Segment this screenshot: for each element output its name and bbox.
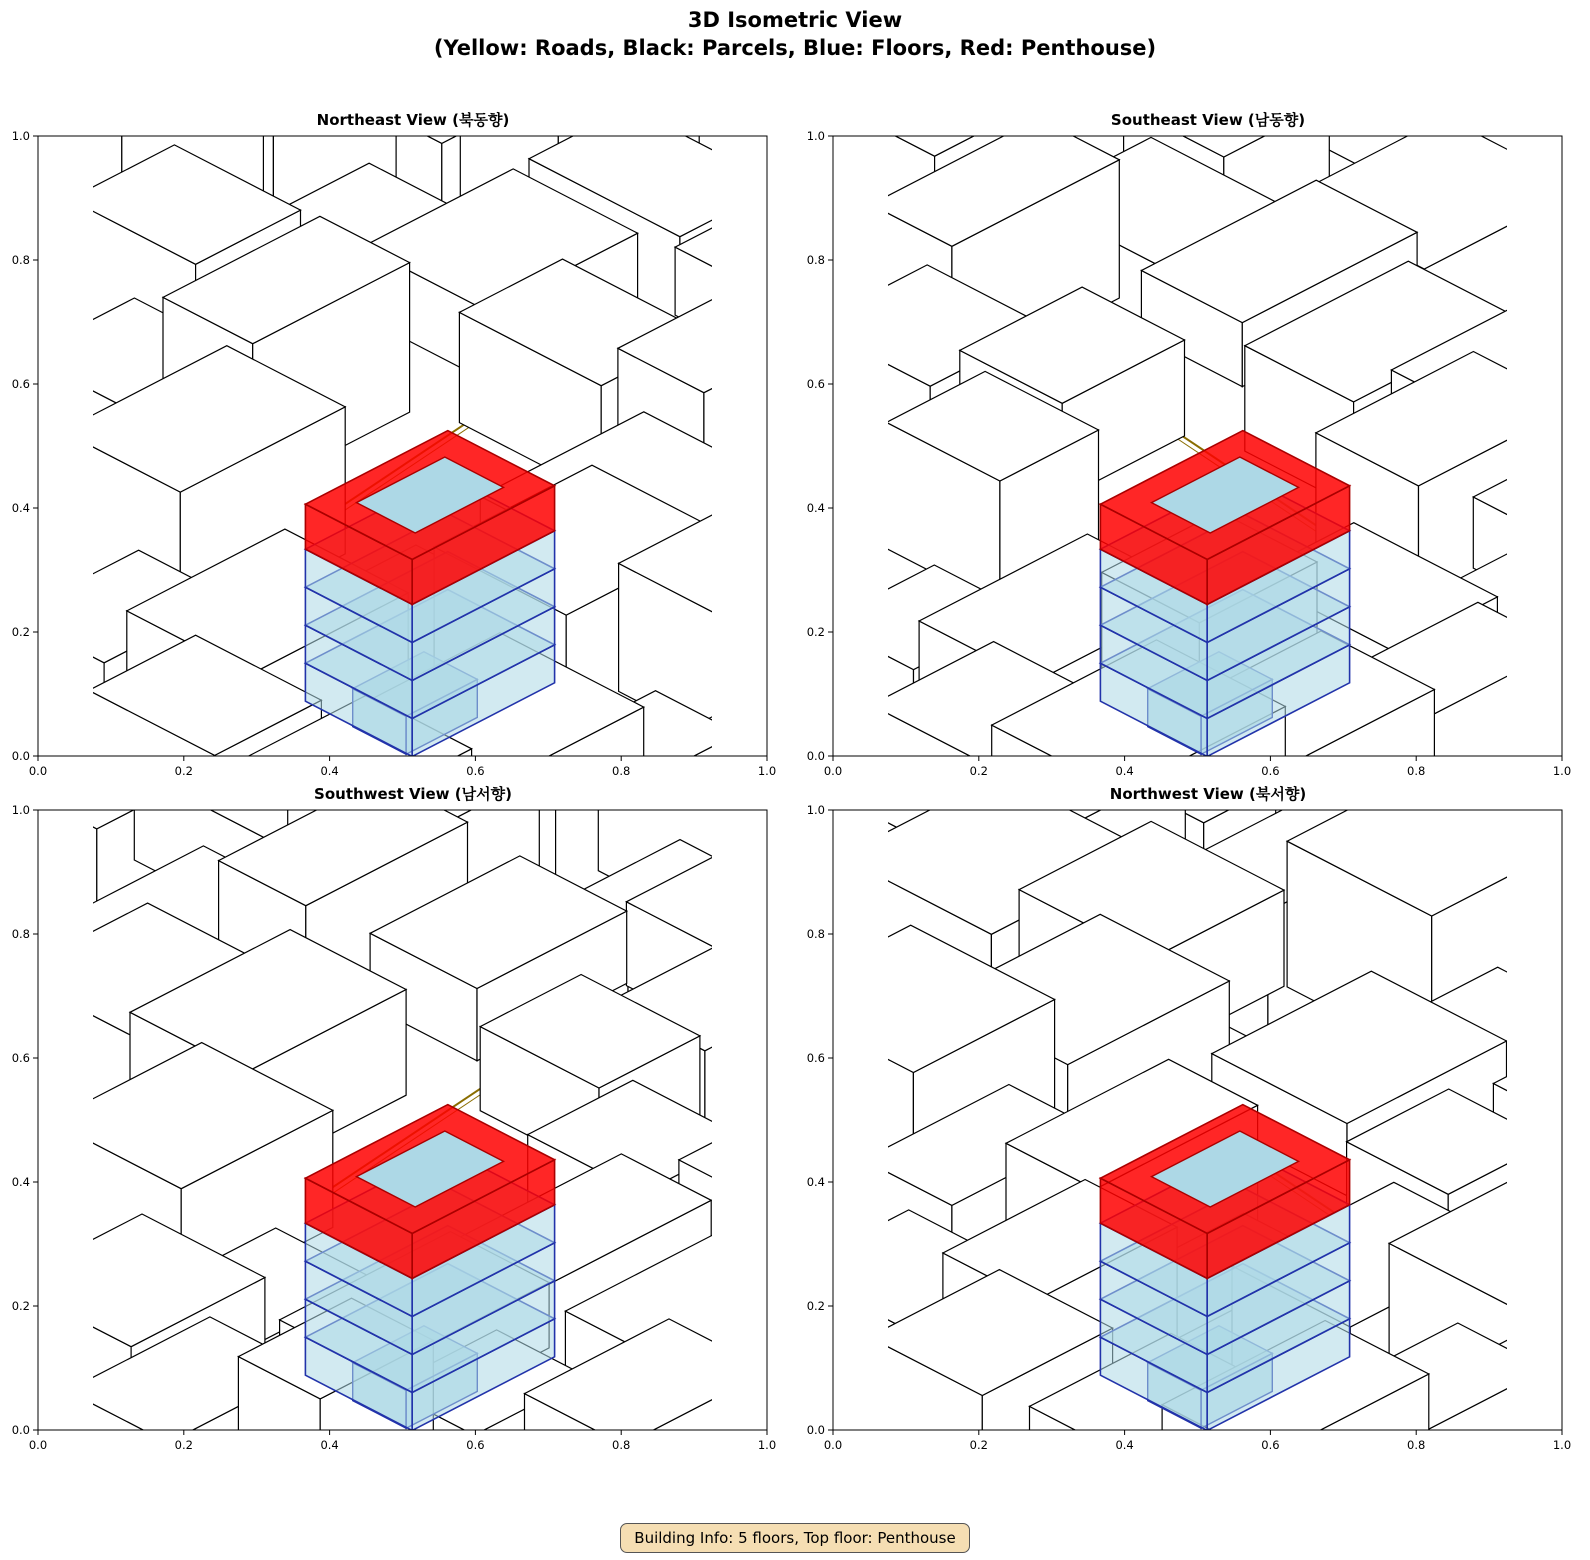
- y-tick-label: 1.0: [11, 803, 30, 817]
- panel-title-southwest: Southwest View (남서향): [314, 785, 512, 803]
- plot-southwest: [0, 803, 790, 1486]
- x-tick-label: 1.0: [757, 1438, 777, 1452]
- x-tick-label: 1.0: [1552, 1438, 1572, 1452]
- y-tick-label: 0.8: [806, 927, 825, 941]
- x-tick-label: 1.0: [1552, 764, 1572, 778]
- panel-southwest-view: [0, 784, 790, 1464]
- y-tick-label: 0.0: [806, 749, 825, 763]
- y-tick-label: 0.4: [806, 501, 825, 515]
- x-tick-label: 0.2: [174, 1438, 193, 1452]
- y-tick-label: 0.4: [11, 501, 30, 515]
- parcel-face: [1523, 1037, 1590, 1170]
- x-tick-label: 0.6: [1261, 1438, 1280, 1452]
- figure-title: [0, 6, 1590, 62]
- y-tick-label: 0.0: [11, 1423, 30, 1437]
- y-tick-label: 0.2: [806, 625, 825, 639]
- parcel-face: [1573, 1359, 1590, 1552]
- y-tick-label: 0.6: [11, 1051, 30, 1065]
- plot-southeast: [795, 129, 1585, 812]
- x-tick-label: 0.0: [823, 1438, 843, 1452]
- y-tick-label: 0.6: [806, 1051, 825, 1065]
- x-tick-label: 0.8: [1407, 1438, 1426, 1452]
- x-tick-label: 0.6: [1261, 764, 1280, 778]
- x-tick-label: 0.8: [612, 1438, 631, 1452]
- y-tick-label: 1.0: [806, 129, 825, 143]
- y-tick-label: 0.0: [11, 749, 30, 763]
- panel-title-northwest: Northwest View (북서향): [1109, 785, 1307, 803]
- y-tick-label: 1.0: [806, 803, 825, 817]
- y-tick-label: 0.0: [806, 1423, 825, 1437]
- building-info-box: Building Info: 5 floors, Top floor: Penthouse: [620, 1523, 970, 1553]
- y-tick-label: 0.2: [11, 1299, 30, 1313]
- x-tick-label: 0.6: [466, 1438, 485, 1452]
- x-tick-label: 0.0: [28, 1438, 48, 1452]
- y-tick-label: 1.0: [11, 129, 30, 143]
- x-tick-label: 0.4: [320, 1438, 339, 1452]
- parcel-face: [1493, 1026, 1590, 1143]
- parcel-face: [1514, 1227, 1590, 1432]
- panel-title-southeast: Southeast View (남동향): [1110, 111, 1306, 129]
- parcel-face: [1494, 341, 1590, 505]
- panel-title-northeast: Northeast View (북동향): [316, 111, 510, 129]
- y-tick-label: 0.6: [806, 377, 825, 391]
- x-tick-label: 0.4: [1115, 1438, 1134, 1452]
- y-tick-label: 0.8: [806, 253, 825, 267]
- x-tick-label: 0.4: [320, 764, 339, 778]
- parcel-face: [1493, 1084, 1590, 1287]
- parcel-face: [1510, 64, 1590, 242]
- x-tick-label: 0.2: [174, 764, 193, 778]
- panel-northeast-view: [0, 110, 790, 790]
- parcel-building: [1493, 1026, 1590, 1287]
- y-tick-label: 0.8: [11, 927, 30, 941]
- parcel-face: [1586, 481, 1590, 627]
- y-tick-label: 0.2: [11, 625, 30, 639]
- plot-northeast: [0, 129, 790, 812]
- y-tick-label: 0.4: [806, 1175, 825, 1189]
- x-tick-label: 0.6: [466, 764, 485, 778]
- parcel-face: [1584, 859, 1590, 1032]
- parcel-face: [1532, 618, 1590, 742]
- x-tick-label: 0.0: [823, 764, 843, 778]
- x-tick-label: 0.0: [28, 764, 48, 778]
- x-tick-label: 0.8: [612, 764, 631, 778]
- y-tick-label: 0.6: [11, 377, 30, 391]
- x-tick-label: 1.0: [757, 764, 777, 778]
- y-tick-label: 0.8: [11, 253, 30, 267]
- plot-northwest: [795, 803, 1585, 1486]
- figure-title-line2: (Yellow: Roads, Black: Parcels, Blue: Floors, Red: Penthouse): [433, 36, 1157, 60]
- panel-northwest-view: [795, 784, 1585, 1464]
- x-tick-label: 0.2: [969, 764, 988, 778]
- x-tick-label: 0.4: [1115, 764, 1134, 778]
- panel-southeast-view: [795, 110, 1585, 790]
- y-tick-label: 0.4: [11, 1175, 30, 1189]
- x-tick-label: 0.2: [969, 1438, 988, 1452]
- x-tick-label: 0.8: [1407, 764, 1426, 778]
- figure-title-line1: 3D Isometric View: [687, 8, 903, 32]
- y-tick-label: 0.2: [806, 1299, 825, 1313]
